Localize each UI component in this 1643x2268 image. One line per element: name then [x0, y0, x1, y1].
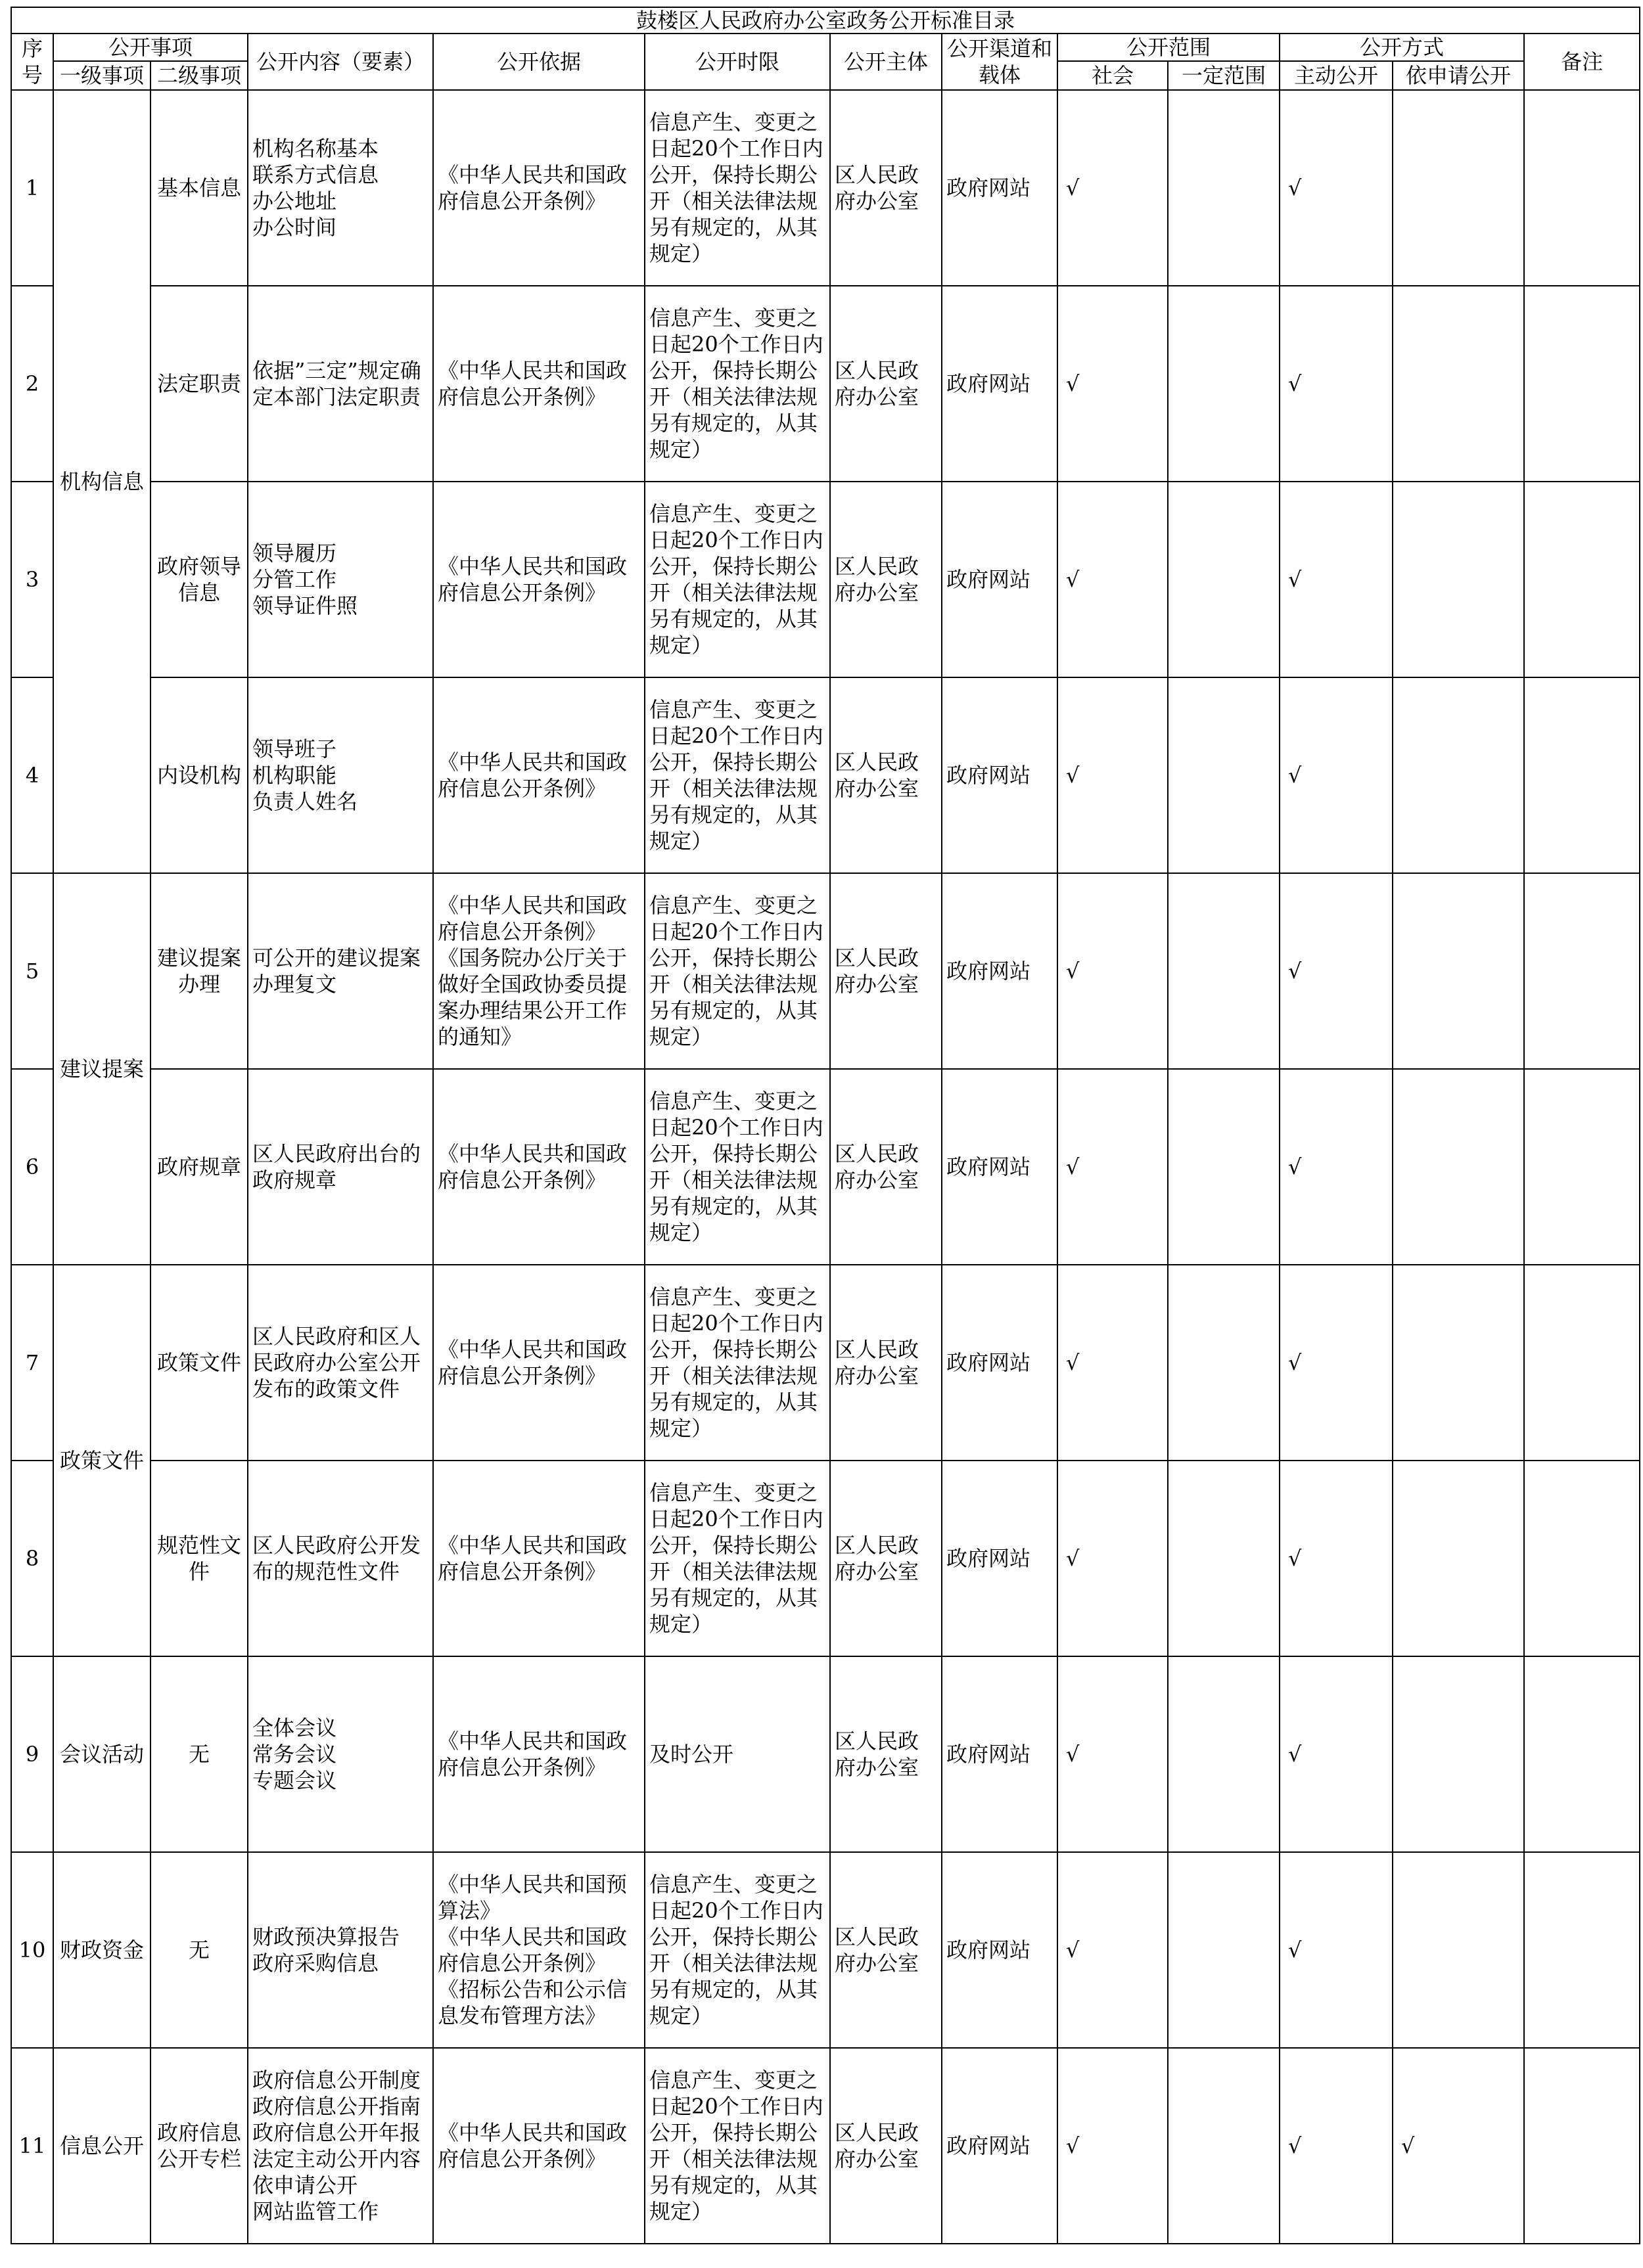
row-remarks — [1524, 1461, 1640, 1656]
row-scope-certain — [1168, 1852, 1280, 2048]
row-remarks — [1524, 677, 1640, 873]
row-method-active — [1280, 286, 1393, 482]
header-level1: 一级事项 — [53, 61, 150, 90]
row-content — [248, 482, 433, 677]
row-seq: 10 — [11, 1852, 53, 2048]
header-method: 公开方式 — [1280, 34, 1524, 61]
row-method-request — [1393, 286, 1524, 482]
row-basis-line: 《招标公告和公示信息发布管理方法》 — [438, 1977, 628, 2028]
check-mark: √ — [1066, 763, 1080, 788]
row-deadline: 信息产生、变更之日起20个工作日内公开，保持长期公开（相关法律法规另有规定的，从其规定） — [645, 2048, 830, 2244]
row-content — [248, 1265, 433, 1461]
row-content-line: 依申请公开 — [252, 2173, 358, 2198]
row-content-line: 机构职能 — [252, 763, 337, 788]
row-method-active — [1280, 677, 1393, 873]
row-content-line: 办公时间 — [252, 215, 337, 240]
table-row — [11, 90, 1640, 286]
row-method-active — [1280, 1069, 1393, 1265]
row-channel: 政府网站 — [942, 286, 1057, 482]
row-content-line: 全体会议 — [252, 1715, 337, 1740]
row-remarks — [1524, 90, 1640, 286]
row-level2: 内设机构 — [150, 677, 248, 873]
row-seq: 1 — [11, 90, 53, 286]
row-scope-society — [1057, 677, 1168, 873]
check-mark: √ — [1288, 2133, 1302, 2158]
row-method-active — [1280, 873, 1393, 1069]
row-scope-certain — [1168, 677, 1280, 873]
row-content — [248, 2048, 433, 2244]
check-mark: √ — [1288, 1938, 1302, 1962]
row-basis-line: 《中华人民共和国政府信息公开条例》 — [438, 893, 628, 944]
header-on-request: 依申请公开 — [1393, 61, 1524, 90]
row-scope-society — [1057, 2048, 1168, 2244]
row-basis-line: 《中华人民共和国政府信息公开条例》 — [438, 554, 628, 605]
catalog-sheet — [11, 7, 1639, 2244]
row-scope-certain — [1168, 1461, 1280, 1656]
row-seq: 7 — [11, 1265, 53, 1461]
row-method-request — [1393, 1461, 1524, 1656]
row-content-line: 政府信息公开指南 — [252, 2094, 421, 2119]
table-row — [11, 1461, 1640, 1656]
row-deadline: 信息产生、变更之日起20个工作日内公开，保持长期公开（相关法律法规另有规定的，从其规定） — [645, 873, 830, 1069]
row-content-line: 政府采购信息 — [252, 1951, 379, 1976]
row-seq: 9 — [11, 1656, 53, 1852]
header-remarks: 备注 — [1524, 34, 1640, 90]
row-level2: 无 — [150, 1656, 248, 1852]
row-subject: 区人民政府办公室 — [830, 2048, 942, 2244]
row-scope-society — [1057, 1461, 1168, 1656]
check-mark: √ — [1066, 1742, 1080, 1767]
row-channel: 政府网站 — [942, 1461, 1057, 1656]
row-method-request — [1393, 1656, 1524, 1852]
row-content-line: 区人民政府公开发布的规范性文件 — [252, 1533, 421, 1584]
check-mark: √ — [1288, 763, 1302, 788]
row-basis — [433, 1265, 645, 1461]
row-content-line: 负责人姓名 — [252, 789, 358, 814]
row-content-line: 区人民政府和区人民政府办公室公开发布的政策文件 — [252, 1324, 421, 1401]
row-method-request — [1393, 677, 1524, 873]
row-method-active — [1280, 1656, 1393, 1852]
row-deadline: 信息产生、变更之日起20个工作日内公开，保持长期公开（相关法律法规另有规定的，从其规定） — [645, 482, 830, 677]
row-deadline: 信息产生、变更之日起20个工作日内公开，保持长期公开（相关法律法规另有规定的，从其规定） — [645, 286, 830, 482]
row-channel: 政府网站 — [942, 677, 1057, 873]
row-channel: 政府网站 — [942, 1656, 1057, 1852]
row-content-line: 机构名称基本 — [252, 136, 379, 161]
table-body — [11, 90, 1640, 2244]
row-content — [248, 873, 433, 1069]
row-method-active — [1280, 1265, 1393, 1461]
row-method-active — [1280, 90, 1393, 286]
header-deadline: 公开时限 — [645, 34, 830, 90]
row-method-request — [1393, 873, 1524, 1069]
row-deadline: 信息产生、变更之日起20个工作日内公开，保持长期公开（相关法律法规另有规定的，从其规定） — [645, 1461, 830, 1656]
table-row — [11, 286, 1640, 482]
table-row — [11, 1265, 1640, 1461]
row-content — [248, 1461, 433, 1656]
row-basis-line: 《中华人民共和国政府信息公开条例》 — [438, 358, 628, 409]
row-subject: 区人民政府办公室 — [830, 873, 942, 1069]
table-row — [11, 1069, 1640, 1265]
row-remarks — [1524, 1069, 1640, 1265]
check-mark: √ — [1066, 1350, 1080, 1375]
check-mark: √ — [1066, 567, 1080, 592]
row-scope-certain — [1168, 1656, 1280, 1852]
header-basis: 公开依据 — [433, 34, 645, 90]
check-mark: √ — [1066, 2133, 1080, 2158]
table-row — [11, 873, 1640, 1069]
row-scope-certain — [1168, 2048, 1280, 2244]
row-content-line: 财政预决算报告 — [252, 1924, 400, 1949]
row-method-request — [1393, 1852, 1524, 2048]
row-channel: 政府网站 — [942, 2048, 1057, 2244]
row-scope-society — [1057, 286, 1168, 482]
row-basis — [433, 90, 645, 286]
row-level2: 法定职责 — [150, 286, 248, 482]
row-basis-line: 《中华人民共和国政府信息公开条例》 — [438, 1729, 628, 1780]
row-level2: 政府信息公开专栏 — [150, 2048, 248, 2244]
check-mark: √ — [1066, 1938, 1080, 1962]
row-content — [248, 677, 433, 873]
header-content: 公开内容（要素） — [248, 34, 433, 90]
row-method-request — [1393, 2048, 1524, 2244]
row-subject: 区人民政府办公室 — [830, 1852, 942, 2048]
row-content — [248, 1656, 433, 1852]
row-content-line: 依据”三定”规定确定本部门法定职责 — [252, 358, 421, 409]
row-seq: 8 — [11, 1461, 53, 1656]
row-channel: 政府网站 — [942, 1265, 1057, 1461]
row-content — [248, 1069, 433, 1265]
check-mark: √ — [1288, 567, 1302, 592]
row-seq: 6 — [11, 1069, 53, 1265]
row-scope-certain — [1168, 482, 1280, 677]
row-level2: 规范性文件 — [150, 1461, 248, 1656]
table-row — [11, 482, 1640, 677]
row-basis-line: 《中华人民共和国政府信息公开条例》 — [438, 1141, 628, 1192]
row-method-active — [1280, 2048, 1393, 2244]
row-basis-line: 《国务院办公厅关于做好全国政协委员提案办理结果公开工作的通知》 — [438, 945, 628, 1049]
row-level1: 财政资金 — [53, 1852, 150, 2048]
row-content-line: 专题会议 — [252, 1768, 337, 1793]
row-content-line: 分管工作 — [252, 567, 337, 592]
row-basis-line: 《中华人民共和国政府信息公开条例》 — [438, 750, 628, 801]
table-row — [11, 1656, 1640, 1852]
row-subject: 区人民政府办公室 — [830, 677, 942, 873]
row-channel: 政府网站 — [942, 482, 1057, 677]
row-deadline: 信息产生、变更之日起20个工作日内公开，保持长期公开（相关法律法规另有规定的，从其规定） — [645, 1069, 830, 1265]
row-level2: 建议提案办理 — [150, 873, 248, 1069]
row-scope-society — [1057, 482, 1168, 677]
row-channel: 政府网站 — [942, 1069, 1057, 1265]
check-mark: √ — [1288, 1350, 1302, 1375]
row-seq: 4 — [11, 677, 53, 873]
row-scope-society — [1057, 90, 1168, 286]
check-mark: √ — [1288, 1546, 1302, 1571]
row-channel: 政府网站 — [942, 873, 1057, 1069]
row-seq: 5 — [11, 873, 53, 1069]
row-deadline: 信息产生、变更之日起20个工作日内公开，保持长期公开（相关法律法规另有规定的，从其规定） — [645, 1852, 830, 2048]
row-basis — [433, 1656, 645, 1852]
row-subject: 区人民政府办公室 — [830, 286, 942, 482]
row-method-active — [1280, 1852, 1393, 2048]
row-deadline: 信息产生、变更之日起20个工作日内公开，保持长期公开（相关法律法规另有规定的，从其规定） — [645, 677, 830, 873]
row-content-line: 常务会议 — [252, 1742, 337, 1767]
table-row — [11, 677, 1640, 873]
row-subject: 区人民政府办公室 — [830, 1656, 942, 1852]
header-subject: 公开主体 — [830, 34, 942, 90]
row-remarks — [1524, 1656, 1640, 1852]
row-basis — [433, 482, 645, 677]
check-mark: √ — [1066, 1154, 1080, 1179]
row-level1: 机构信息 — [53, 90, 150, 873]
row-level2: 基本信息 — [150, 90, 248, 286]
row-level1: 会议活动 — [53, 1656, 150, 1852]
row-method-request — [1393, 482, 1524, 677]
header-seq: 序号 — [11, 34, 53, 90]
row-content-line: 领导证件照 — [252, 593, 358, 618]
row-basis-line: 《中华人民共和国政府信息公开条例》 — [438, 162, 628, 214]
row-basis — [433, 286, 645, 482]
header-society: 社会 — [1057, 61, 1168, 90]
row-content-line: 联系方式信息 — [252, 162, 379, 187]
row-level2: 政策文件 — [150, 1265, 248, 1461]
row-method-request — [1393, 90, 1524, 286]
row-content-line: 领导班子 — [252, 737, 337, 761]
row-basis-line: 《中华人民共和国政府信息公开条例》 — [438, 1533, 628, 1584]
header-level2: 二级事项 — [150, 61, 248, 90]
row-scope-certain — [1168, 286, 1280, 482]
check-mark: √ — [1066, 959, 1080, 984]
row-channel: 政府网站 — [942, 1852, 1057, 2048]
row-scope-society — [1057, 873, 1168, 1069]
check-mark: √ — [1288, 175, 1302, 200]
check-mark: √ — [1401, 2133, 1415, 2158]
row-basis-line: 《中华人民共和国政府信息公开条例》 — [438, 2120, 628, 2171]
row-content-line: 政府信息公开年报 — [252, 2120, 421, 2145]
row-scope-society — [1057, 1656, 1168, 1852]
row-basis-line: 《中华人民共和国预算法》 — [438, 1872, 628, 1923]
row-basis — [433, 873, 645, 1069]
row-content-line: 办公地址 — [252, 189, 337, 214]
row-scope-society — [1057, 1852, 1168, 2048]
check-mark: √ — [1288, 371, 1302, 396]
row-scope-certain — [1168, 1265, 1280, 1461]
row-channel: 政府网站 — [942, 90, 1057, 286]
row-subject: 区人民政府办公室 — [830, 1069, 942, 1265]
row-subject: 区人民政府办公室 — [830, 90, 942, 286]
row-basis — [433, 1069, 645, 1265]
catalog-table — [11, 7, 1640, 2244]
row-method-active — [1280, 1461, 1393, 1656]
check-mark: √ — [1066, 371, 1080, 396]
row-method-request — [1393, 1069, 1524, 1265]
row-method-active — [1280, 482, 1393, 677]
row-remarks — [1524, 482, 1640, 677]
check-mark: √ — [1288, 959, 1302, 984]
row-scope-certain — [1168, 90, 1280, 286]
check-mark: √ — [1288, 1742, 1302, 1767]
row-basis — [433, 2048, 645, 2244]
row-method-request — [1393, 1265, 1524, 1461]
header-active: 主动公开 — [1280, 61, 1393, 90]
row-subject: 区人民政府办公室 — [830, 482, 942, 677]
row-basis — [433, 677, 645, 873]
row-level1: 建议提案 — [53, 873, 150, 1265]
row-content-line: 领导履历 — [252, 541, 337, 566]
row-level2: 政府规章 — [150, 1069, 248, 1265]
row-level2: 无 — [150, 1852, 248, 2048]
row-seq: 2 — [11, 286, 53, 482]
row-content-line: 区人民政府出台的政府规章 — [252, 1141, 421, 1192]
row-scope-certain — [1168, 1069, 1280, 1265]
row-seq: 11 — [11, 2048, 53, 2244]
header-channel: 公开渠道和载体 — [942, 34, 1057, 90]
row-subject: 区人民政府办公室 — [830, 1265, 942, 1461]
row-content — [248, 1852, 433, 2048]
table-row — [11, 2048, 1640, 2244]
row-deadline: 信息产生、变更之日起20个工作日内公开，保持长期公开（相关法律法规另有规定的，从其规定） — [645, 90, 830, 286]
row-basis — [433, 1852, 645, 2048]
row-remarks — [1524, 2048, 1640, 2244]
row-basis-line: 《中华人民共和国政府信息公开条例》 — [438, 1337, 628, 1388]
row-remarks — [1524, 286, 1640, 482]
row-subject: 区人民政府办公室 — [830, 1461, 942, 1656]
row-basis-line: 《中华人民共和国政府信息公开条例》 — [438, 1924, 628, 1976]
row-level1: 政策文件 — [53, 1265, 150, 1656]
check-mark: √ — [1288, 1154, 1302, 1179]
row-content — [248, 286, 433, 482]
row-content-line: 可公开的建议提案办理复文 — [252, 945, 421, 997]
row-level1: 信息公开 — [53, 2048, 150, 2244]
header-scope: 公开范围 — [1057, 34, 1280, 61]
header-certain-scope: 一定范围 — [1168, 61, 1280, 90]
row-scope-certain — [1168, 873, 1280, 1069]
row-remarks — [1524, 1265, 1640, 1461]
table-row — [11, 1852, 1640, 2048]
row-content-line: 法定主动公开内容 — [252, 2146, 421, 2171]
check-mark: √ — [1066, 175, 1080, 200]
row-content — [248, 90, 433, 286]
header-items: 公开事项 — [53, 34, 248, 61]
row-seq: 3 — [11, 482, 53, 677]
row-scope-society — [1057, 1265, 1168, 1461]
row-remarks — [1524, 873, 1640, 1069]
table-title: 鼓楼区人民政府办公室政务公开标准目录 — [11, 7, 1640, 34]
row-deadline: 信息产生、变更之日起20个工作日内公开，保持长期公开（相关法律法规另有规定的，从其规定） — [645, 1265, 830, 1461]
row-deadline: 及时公开 — [645, 1656, 830, 1852]
row-level2: 政府领导信息 — [150, 482, 248, 677]
row-content-line: 政府信息公开制度 — [252, 2068, 421, 2093]
row-scope-society — [1057, 1069, 1168, 1265]
row-remarks — [1524, 1852, 1640, 2048]
check-mark: √ — [1066, 1546, 1080, 1571]
row-content-line: 网站监管工作 — [252, 2199, 379, 2224]
row-basis — [433, 1461, 645, 1656]
